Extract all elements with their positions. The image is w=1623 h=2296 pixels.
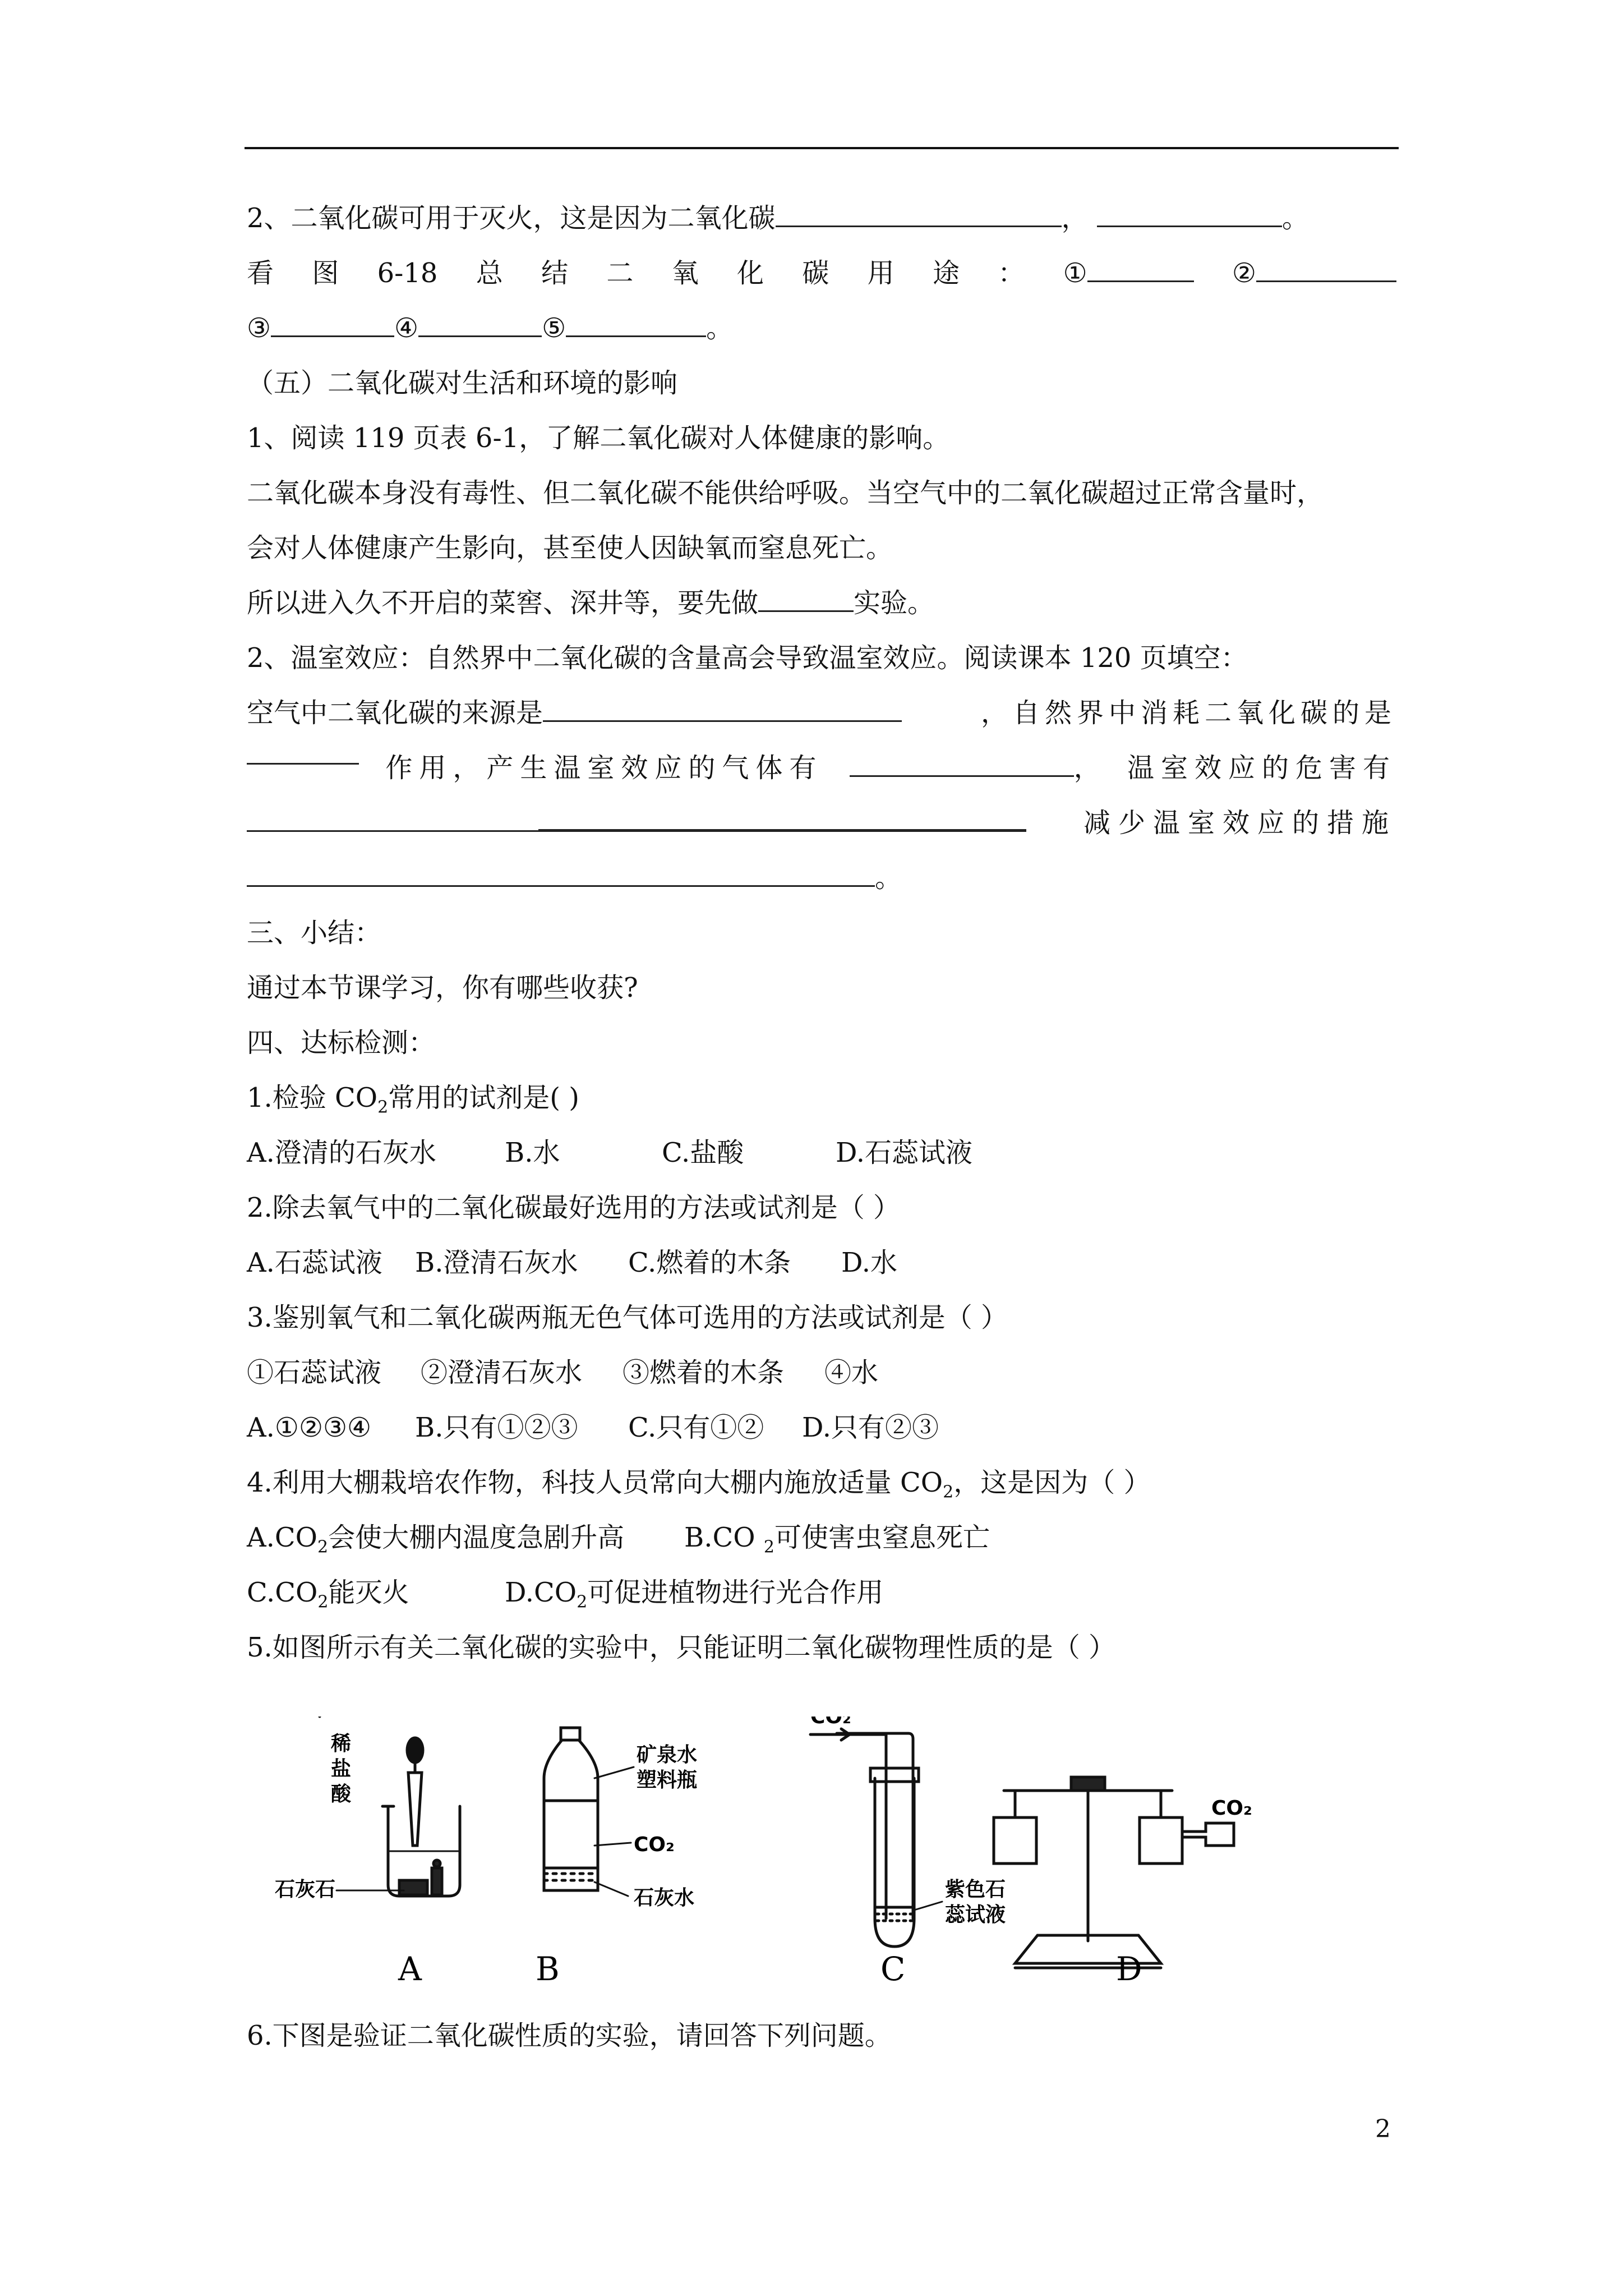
- svg-text:紫色石: 紫色石: [945, 1878, 1006, 1901]
- blank[interactable]: [1087, 258, 1194, 282]
- option-b[interactable]: B.CO $_2$可使害虫窒息死亡: [684, 1522, 990, 1557]
- option-d[interactable]: D.石蕊试液: [836, 1137, 973, 1168]
- apparatus-d: [994, 1777, 1234, 1968]
- blank[interactable]: [758, 588, 854, 612]
- svg-text:矿泉水: 矿泉水: [637, 1743, 698, 1766]
- svg-text:石灰石: 石灰石: [275, 1878, 336, 1901]
- page-number: 2: [1375, 2115, 1391, 2143]
- blank[interactable]: [418, 313, 542, 337]
- svg-text:CO₂: CO₂: [810, 1717, 851, 1728]
- svg-text:盐: 盐: [331, 1757, 352, 1780]
- blank[interactable]: [271, 313, 394, 337]
- question-3: 3.鉴别氧气和二氧化碳两瓶无色气体可选用的方法或试剂是（ ）: [247, 1302, 1008, 1333]
- option-c[interactable]: C.盐酸: [662, 1137, 744, 1168]
- question-4-options-cd: [247, 1565, 1396, 1620]
- label-d: D: [1116, 1950, 1142, 1988]
- experiment-figure: [264, 1717, 1273, 1997]
- blank[interactable]: [1256, 258, 1396, 282]
- blank[interactable]: [776, 203, 1062, 227]
- blank[interactable]: [247, 863, 875, 887]
- question-4-options-ab: [247, 1510, 1396, 1565]
- text-line: 1、阅读 119 页表 6-1，了解二氧化碳对人体健康的影响。: [247, 422, 950, 454]
- svg-text:蕊试液: 蕊试液: [945, 1903, 1006, 1926]
- blank[interactable]: [538, 807, 1026, 832]
- option-c[interactable]: C.只有①②: [628, 1412, 764, 1443]
- option-c[interactable]: C.燃着的木条: [628, 1247, 791, 1278]
- line-uses-2: ③ ④ ⑤ 。: [247, 312, 734, 344]
- blank[interactable]: [247, 808, 538, 832]
- svg-text:CO₂: CO₂: [634, 1833, 675, 1856]
- apparatus-a: [336, 1738, 460, 1896]
- option-a[interactable]: $A.CO_2$会使大棚内温度急剧升高: [247, 1522, 625, 1557]
- worksheet-content-cont: [247, 2008, 1396, 2063]
- option-b[interactable]: B.只有①②③: [415, 1412, 578, 1443]
- option-c[interactable]: $C.CO_2$能灭火: [247, 1577, 409, 1612]
- label-a: A: [398, 1950, 422, 1988]
- svg-text:酸: 酸: [331, 1783, 352, 1806]
- blank[interactable]: [543, 698, 902, 722]
- svg-text:CO₂: CO₂: [1211, 1797, 1252, 1820]
- blank[interactable]: [1097, 203, 1282, 227]
- line-co2-source: 空气中二氧化碳的来源是 ，自然界中消耗二氧化碳的是: [247, 697, 1396, 729]
- svg-text:稀: 稀: [331, 1732, 352, 1755]
- question-6: 6.下图是验证二氧化碳性质的实验，请回答下列问题。: [247, 2020, 892, 2051]
- question-3-options: [247, 1400, 1396, 1455]
- apparatus-b: [544, 1728, 634, 1896]
- option-d[interactable]: $D.CO_2$可促进植物进行光合作用: [505, 1577, 884, 1612]
- text-line: 通过本节课学习，你有哪些收获?: [247, 972, 638, 1004]
- text-line: 2、温室效应：自然界中二氧化碳的含量高会导致温室效应。阅读课本 120 页填空：: [247, 642, 1248, 674]
- option-a[interactable]: A.①②③④: [247, 1412, 372, 1443]
- svg-text:塑料瓶: 塑料瓶: [637, 1769, 698, 1792]
- question-5: 5.如图所示有关二氧化碳的实验中，只能证明二氧化碳物理性质的是（ ）: [247, 1632, 1116, 1663]
- option-b[interactable]: B.澄清石灰水: [415, 1247, 578, 1278]
- option-d[interactable]: D.只有②③: [802, 1412, 939, 1443]
- section-heading-3: 三、小结：: [247, 917, 382, 949]
- question-4: 4.利用大棚栽培农作物，科技人员常向大棚内施放适量 $CO_2$，这是因为（ ）: [247, 1467, 1151, 1502]
- blank[interactable]: [850, 753, 1074, 777]
- label-b: B: [536, 1950, 560, 1988]
- question-3-items: ①石蕊试液 ②澄清石灰水 ③燃着的木条 ④水: [247, 1357, 879, 1388]
- line-uses: 看 图 6-18 总 结 二 氧 化 碳 用 途 ： ① ②: [247, 246, 1396, 301]
- question-2: 2.除去氧气中的二氧化碳最好选用的方法或试剂是（ ）: [247, 1192, 901, 1223]
- section-heading-5: （五）二氧化碳对生活和环境的影响: [247, 367, 678, 399]
- option-b[interactable]: B.水: [505, 1137, 560, 1168]
- section-heading-4: 四、达标检测：: [247, 1027, 436, 1059]
- question-1: 1.检验 $CO_2$常用的试剂是( ): [247, 1082, 579, 1117]
- line-experiment: 所以进入久不开启的菜窖、深井等，要先做 实验。: [247, 587, 935, 619]
- worksheet-content: [247, 191, 1396, 1675]
- experiment-diagram: [264, 1717, 1273, 1997]
- blank[interactable]: [566, 313, 706, 337]
- question-2-options: [247, 1235, 1396, 1290]
- text-line: 会对人体健康产生影向，甚至使人因缺氧而窒息死亡。: [247, 532, 893, 564]
- text-line: 二氧化碳本身没有毒性、但二氧化碳不能供给呼吸。当空气中的二氧化碳超过正常含量时，: [247, 477, 1324, 509]
- blank[interactable]: [247, 740, 359, 765]
- question-1-options: [247, 1125, 1396, 1180]
- label-c: C: [880, 1950, 906, 1988]
- line-reduce-measures: 减少温室效应的措施: [247, 795, 1396, 850]
- option-a[interactable]: A.澄清的石灰水: [247, 1137, 436, 1168]
- svg-text:石灰水: 石灰水: [634, 1887, 695, 1910]
- option-a[interactable]: A.石蕊试液: [247, 1247, 382, 1278]
- line-greenhouse-gases: 作用，产生温室效应的气体有 ， 温室效应的危害有: [247, 740, 1396, 795]
- line-extinguish: 2、二氧化碳可用于灭火，这是因为二氧化碳 ， 。: [247, 203, 1309, 234]
- option-d[interactable]: D.水: [841, 1247, 898, 1278]
- line-measures-cont: 。: [247, 850, 1396, 905]
- header-rule: [245, 147, 1399, 149]
